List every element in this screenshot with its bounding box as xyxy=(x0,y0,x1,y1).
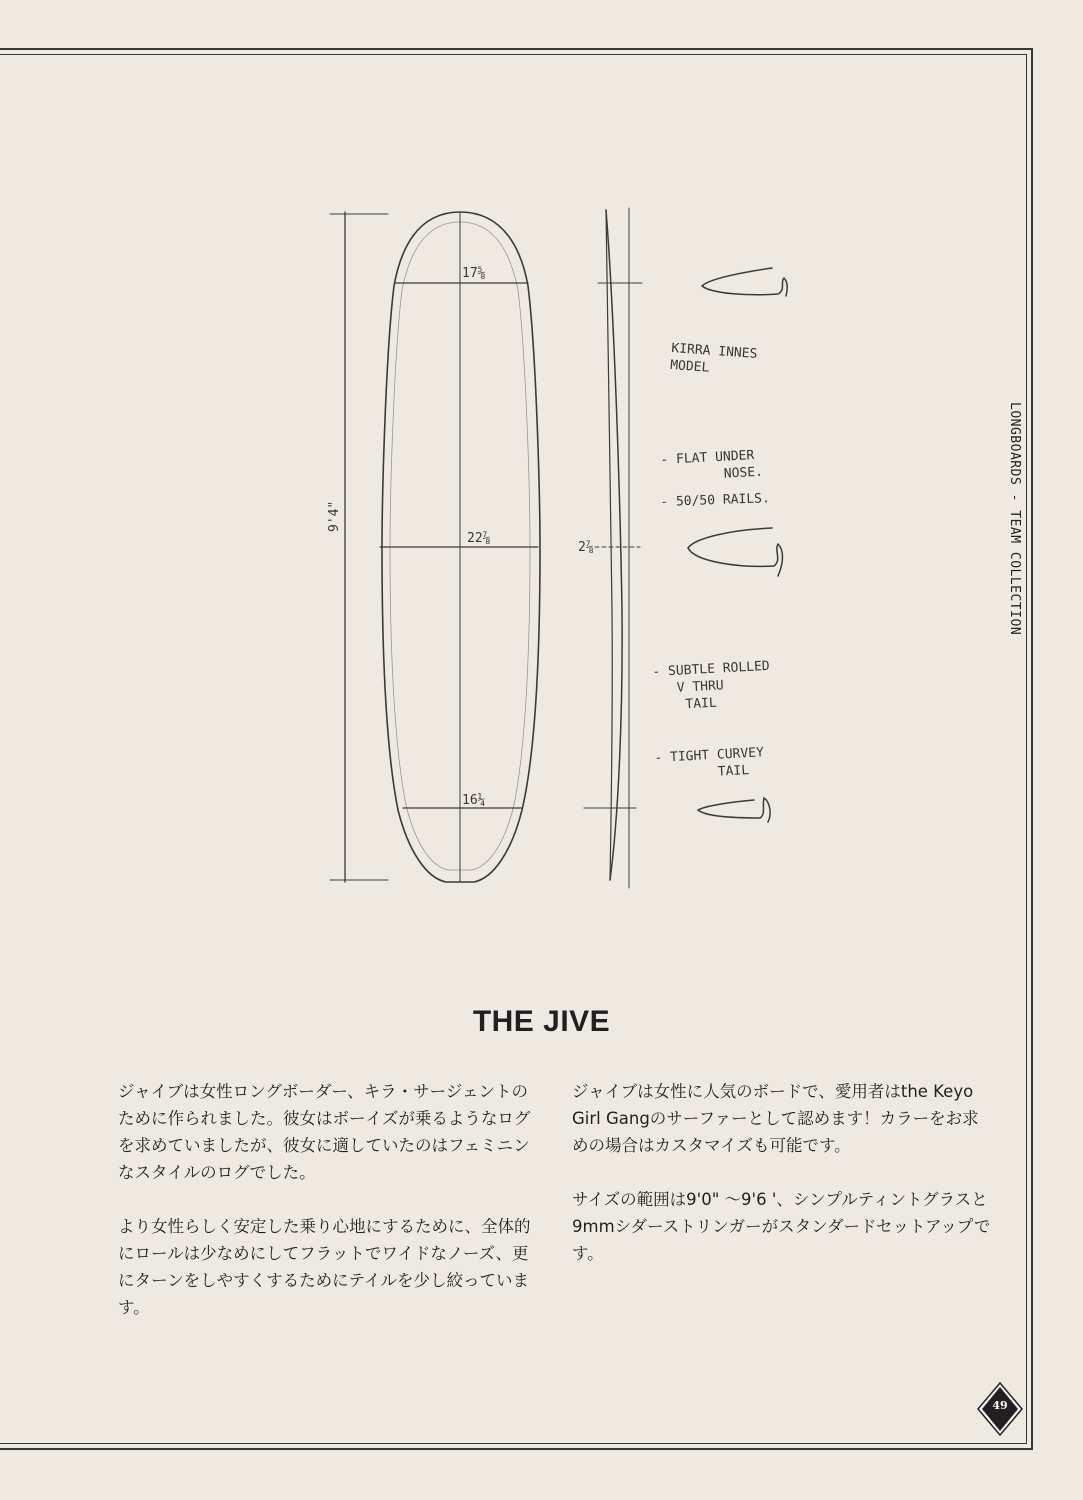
left-paragraph-2: より女性らしく安定した乗り心地にするために、全体的にロールは少なめにしてフラットでワイドなノーズ、更にターンをしやすくするためにテイルを少し絞っています。 xyxy=(118,1217,531,1317)
nose-note: - FLAT UNDER NOSE. xyxy=(660,448,764,485)
nose-rail-sketch xyxy=(702,268,787,296)
center-width-label: 22⅞ xyxy=(467,531,491,546)
right-text-column xyxy=(572,1078,992,1294)
left-paragraph-1: ジャイブは女性ロングボーダー、キラ・サージェントのために作られました。彼女はボーイズが乗るようなログを求めていましたが、彼女に適していたのはフェミニンなスタイルのログでした。 xyxy=(118,1082,531,1182)
page-number: 49 xyxy=(992,1399,1008,1412)
profile-deck xyxy=(606,210,622,880)
right-paragraph-1: ジャイブは女性に人気のボードで、愛用者はthe Keyo Girl Gangのサーファーとして認めます！カラーをお求めの場合はカスタマイズも可能です。 xyxy=(572,1082,979,1155)
tail-width-label: 16¼ xyxy=(462,793,486,808)
left-text-column xyxy=(118,1078,538,1348)
profile-bottom xyxy=(606,210,612,880)
thickness-label: 2⅞ xyxy=(578,540,594,555)
rails-note: - 50/50 RAILS. xyxy=(660,491,771,510)
tail-vee-note: - SUBTLE ROLLED V THRU TAIL xyxy=(652,658,771,714)
page-title: THE JIVE xyxy=(472,1005,611,1038)
length-label: 9'4" xyxy=(327,500,342,532)
center-rail-sketch xyxy=(688,528,783,576)
model-note: KIRRA INNES MODEL xyxy=(669,340,758,376)
tail-shape-note: - TIGHT CURVEY TAIL xyxy=(654,745,765,783)
tail-rail-sketch xyxy=(698,798,770,822)
right-paragraph-2: サイズの範囲は9'0" 〜9'6 '、シンプルティントグラスと9mmシダーストリンガーがスタンダードセットアップです。 xyxy=(572,1190,991,1263)
nose-width-label: 17⅝ xyxy=(462,266,486,281)
section-label: LONGBOARDS - TEAM COLLECTION xyxy=(1007,402,1022,636)
surfboard-sketch xyxy=(300,190,860,910)
